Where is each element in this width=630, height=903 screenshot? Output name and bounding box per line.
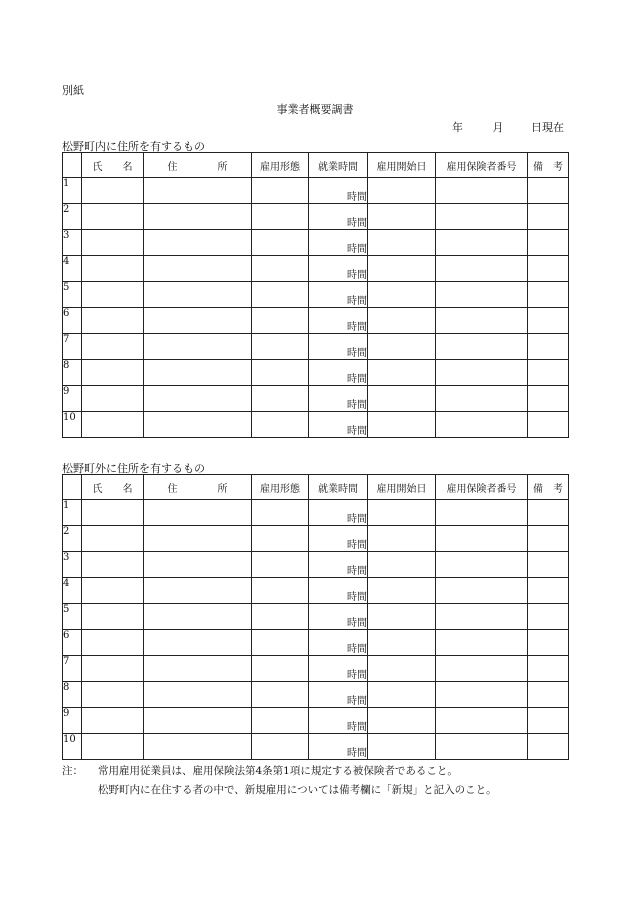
header-remarks: 備 考 — [528, 153, 569, 178]
name-cell[interactable] — [82, 708, 144, 734]
start-date-cell[interactable] — [368, 204, 436, 230]
header-insured-number: 雇用保険者番号 — [436, 475, 528, 500]
employment-type-cell[interactable] — [252, 230, 309, 256]
name-cell[interactable] — [82, 256, 144, 282]
address-cell[interactable] — [144, 256, 252, 282]
insured-number-cell[interactable] — [436, 256, 528, 282]
attachment-label: 別紙 — [62, 84, 84, 97]
work-hours-cell: 時間 — [309, 552, 368, 578]
address-cell[interactable] — [144, 282, 252, 308]
table-row — [63, 604, 569, 630]
employment-type-cell[interactable] — [252, 708, 309, 734]
name-cell[interactable] — [82, 630, 144, 656]
employment-type-cell[interactable] — [252, 552, 309, 578]
employment-type-cell[interactable] — [252, 204, 309, 230]
name-cell[interactable] — [82, 578, 144, 604]
work-hours-cell: 時間 — [309, 386, 368, 412]
table-header-row — [63, 475, 569, 500]
header-employment-type: 雇用形態 — [252, 475, 309, 500]
start-date-cell[interactable] — [368, 526, 436, 552]
row-number: 9 — [63, 708, 82, 734]
table-row — [63, 708, 569, 734]
table-row — [63, 360, 569, 386]
address-cell[interactable] — [144, 734, 252, 760]
row-number: 8 — [63, 682, 82, 708]
employment-type-cell[interactable] — [252, 334, 309, 360]
work-hours-cell: 時間 — [309, 308, 368, 334]
insured-number-cell[interactable] — [436, 386, 528, 412]
remarks-cell[interactable] — [528, 526, 569, 552]
remarks-cell[interactable] — [528, 386, 569, 412]
address-cell[interactable] — [144, 708, 252, 734]
employment-type-cell[interactable] — [252, 578, 309, 604]
name-cell[interactable] — [82, 204, 144, 230]
row-number: 10 — [63, 734, 82, 760]
employee-table-outside-town — [62, 474, 569, 760]
employment-type-cell[interactable] — [252, 526, 309, 552]
note-line-1: 常用雇用従業員は、雇用保険法第4条第1項に規定する被保険者であること。 — [98, 765, 458, 777]
note-line-2: 松野町内に在住する者の中で、新規雇用については備考欄に「新規」と記入のこと。 — [98, 784, 497, 796]
start-date-cell[interactable] — [368, 360, 436, 386]
address-cell[interactable] — [144, 500, 252, 526]
employment-type-cell[interactable] — [252, 734, 309, 760]
header-work-hours: 就業時間 — [309, 153, 368, 178]
insured-number-cell[interactable] — [436, 334, 528, 360]
row-number: 7 — [63, 656, 82, 682]
table-row — [63, 386, 569, 412]
work-hours-cell: 時間 — [309, 282, 368, 308]
insured-number-cell[interactable] — [436, 708, 528, 734]
section-label-outside-town: 松野町外に住所を有するもの — [62, 462, 205, 475]
start-date-cell[interactable] — [368, 282, 436, 308]
address-cell[interactable] — [144, 578, 252, 604]
insured-number-cell[interactable] — [436, 578, 528, 604]
row-number: 10 — [63, 412, 82, 438]
table-row — [63, 552, 569, 578]
insured-number-cell[interactable] — [436, 526, 528, 552]
table-row — [63, 682, 569, 708]
table-row — [63, 630, 569, 656]
name-cell[interactable] — [82, 526, 144, 552]
header-address: 住 所 — [144, 153, 252, 178]
employment-type-cell[interactable] — [252, 282, 309, 308]
row-number: 3 — [63, 552, 82, 578]
name-cell[interactable] — [82, 282, 144, 308]
work-hours-cell: 時間 — [309, 500, 368, 526]
address-cell[interactable] — [144, 360, 252, 386]
header-insured-number: 雇用保険者番号 — [436, 153, 528, 178]
name-cell[interactable] — [82, 360, 144, 386]
table-header-row — [63, 153, 569, 178]
employment-type-cell[interactable] — [252, 630, 309, 656]
work-hours-cell: 時間 — [309, 630, 368, 656]
work-hours-cell: 時間 — [309, 526, 368, 552]
name-cell[interactable] — [82, 656, 144, 682]
row-number: 7 — [63, 334, 82, 360]
work-hours-cell: 時間 — [309, 256, 368, 282]
row-number: 4 — [63, 256, 82, 282]
remarks-cell[interactable] — [528, 656, 569, 682]
row-number: 4 — [63, 578, 82, 604]
start-date-cell[interactable] — [368, 682, 436, 708]
notes-lead: 注： — [62, 765, 83, 777]
start-date-cell[interactable] — [368, 178, 436, 204]
table-row — [63, 178, 569, 204]
work-hours-cell: 時間 — [309, 578, 368, 604]
table-row — [63, 734, 569, 760]
address-cell[interactable] — [144, 178, 252, 204]
start-date-cell[interactable] — [368, 230, 436, 256]
header-remarks: 備 考 — [528, 475, 569, 500]
table-row — [63, 656, 569, 682]
start-date-cell[interactable] — [368, 334, 436, 360]
insured-number-cell[interactable] — [436, 656, 528, 682]
row-number: 6 — [63, 630, 82, 656]
row-number: 5 — [63, 604, 82, 630]
header-name: 氏 名 — [82, 153, 144, 178]
employment-type-cell[interactable] — [252, 500, 309, 526]
table-row — [63, 204, 569, 230]
remarks-cell[interactable] — [528, 282, 569, 308]
name-cell[interactable] — [82, 386, 144, 412]
remarks-cell[interactable] — [528, 682, 569, 708]
name-cell[interactable] — [82, 412, 144, 438]
header-start-date: 雇用開始日 — [368, 153, 436, 178]
row-number: 6 — [63, 308, 82, 334]
remarks-cell[interactable] — [528, 578, 569, 604]
row-number: 8 — [63, 360, 82, 386]
insured-number-cell[interactable] — [436, 178, 528, 204]
remarks-cell[interactable] — [528, 308, 569, 334]
start-date-cell[interactable] — [368, 578, 436, 604]
start-date-cell[interactable] — [368, 500, 436, 526]
name-cell[interactable] — [82, 552, 144, 578]
name-cell[interactable] — [82, 682, 144, 708]
address-cell[interactable] — [144, 386, 252, 412]
header-number — [63, 153, 82, 178]
start-date-cell[interactable] — [368, 630, 436, 656]
address-cell[interactable] — [144, 204, 252, 230]
address-cell[interactable] — [144, 630, 252, 656]
table-row — [63, 256, 569, 282]
start-date-cell[interactable] — [368, 656, 436, 682]
date-line — [438, 119, 564, 135]
work-hours-cell: 時間 — [309, 604, 368, 630]
insured-number-cell[interactable] — [436, 630, 528, 656]
name-cell[interactable] — [82, 500, 144, 526]
address-cell[interactable] — [144, 526, 252, 552]
work-hours-cell: 時間 — [309, 734, 368, 760]
start-date-cell[interactable] — [368, 386, 436, 412]
row-number: 1 — [63, 178, 82, 204]
name-cell[interactable] — [82, 308, 144, 334]
insured-number-cell[interactable] — [436, 604, 528, 630]
row-number: 9 — [63, 386, 82, 412]
date-year-label: 年 — [452, 121, 463, 134]
work-hours-cell: 時間 — [309, 682, 368, 708]
name-cell[interactable] — [82, 230, 144, 256]
employment-type-cell[interactable] — [252, 256, 309, 282]
address-cell[interactable] — [144, 682, 252, 708]
address-cell[interactable] — [144, 334, 252, 360]
work-hours-cell: 時間 — [309, 334, 368, 360]
row-number: 2 — [63, 204, 82, 230]
remarks-cell[interactable] — [528, 630, 569, 656]
remarks-cell[interactable] — [528, 604, 569, 630]
insured-number-cell[interactable] — [436, 308, 528, 334]
address-cell[interactable] — [144, 308, 252, 334]
employment-type-cell[interactable] — [252, 604, 309, 630]
remarks-cell[interactable] — [528, 230, 569, 256]
work-hours-cell: 時間 — [309, 708, 368, 734]
remarks-cell[interactable] — [528, 708, 569, 734]
start-date-cell[interactable] — [368, 708, 436, 734]
notes — [62, 762, 497, 800]
work-hours-cell: 時間 — [309, 656, 368, 682]
header-number — [63, 475, 82, 500]
employment-type-cell[interactable] — [252, 308, 309, 334]
insured-number-cell[interactable] — [436, 500, 528, 526]
start-date-cell[interactable] — [368, 412, 436, 438]
name-cell[interactable] — [82, 178, 144, 204]
insured-number-cell[interactable] — [436, 412, 528, 438]
insured-number-cell[interactable] — [436, 552, 528, 578]
employment-type-cell[interactable] — [252, 360, 309, 386]
employment-type-cell[interactable] — [252, 682, 309, 708]
insured-number-cell[interactable] — [436, 204, 528, 230]
table-row — [63, 526, 569, 552]
remarks-cell[interactable] — [528, 178, 569, 204]
row-number: 2 — [63, 526, 82, 552]
address-cell[interactable] — [144, 656, 252, 682]
table-row — [63, 230, 569, 256]
table-row — [63, 412, 569, 438]
work-hours-cell: 時間 — [309, 412, 368, 438]
remarks-cell[interactable] — [528, 334, 569, 360]
row-number: 1 — [63, 500, 82, 526]
remarks-cell[interactable] — [528, 256, 569, 282]
address-cell[interactable] — [144, 412, 252, 438]
employment-type-cell[interactable] — [252, 412, 309, 438]
table-body — [63, 500, 569, 760]
table-row — [63, 334, 569, 360]
table-row — [63, 282, 569, 308]
remarks-cell[interactable] — [528, 734, 569, 760]
date-day-label: 日現在 — [531, 121, 564, 134]
work-hours-cell: 時間 — [309, 360, 368, 386]
employment-type-cell[interactable] — [252, 178, 309, 204]
section-label-inside-town: 松野町内に住所を有するもの — [62, 140, 205, 153]
start-date-cell[interactable] — [368, 552, 436, 578]
start-date-cell[interactable] — [368, 734, 436, 760]
work-hours-cell: 時間 — [309, 230, 368, 256]
header-work-hours: 就業時間 — [309, 475, 368, 500]
table-body — [63, 178, 569, 438]
date-month-label: 月 — [492, 121, 504, 134]
table-row — [63, 578, 569, 604]
address-cell[interactable] — [144, 230, 252, 256]
start-date-cell[interactable] — [368, 256, 436, 282]
insured-number-cell[interactable] — [436, 282, 528, 308]
work-hours-cell: 時間 — [309, 204, 368, 230]
remarks-cell[interactable] — [528, 500, 569, 526]
insured-number-cell[interactable] — [436, 360, 528, 386]
name-cell[interactable] — [82, 334, 144, 360]
address-cell[interactable] — [144, 604, 252, 630]
insured-number-cell[interactable] — [436, 230, 528, 256]
employee-table-inside-town — [62, 152, 569, 438]
header-start-date: 雇用開始日 — [368, 475, 436, 500]
start-date-cell[interactable] — [368, 604, 436, 630]
remarks-cell[interactable] — [528, 412, 569, 438]
address-cell[interactable] — [144, 552, 252, 578]
remarks-cell[interactable] — [528, 204, 569, 230]
document-title: 事業者概要調書 — [276, 103, 354, 116]
name-cell[interactable] — [82, 604, 144, 630]
header-employment-type: 雇用形態 — [252, 153, 309, 178]
name-cell[interactable] — [82, 734, 144, 760]
insured-number-cell[interactable] — [436, 682, 528, 708]
table-row — [63, 500, 569, 526]
header-name: 氏 名 — [82, 475, 144, 500]
insured-number-cell[interactable] — [436, 734, 528, 760]
row-number: 3 — [63, 230, 82, 256]
work-hours-cell: 時間 — [309, 178, 368, 204]
start-date-cell[interactable] — [368, 308, 436, 334]
row-number: 5 — [63, 282, 82, 308]
remarks-cell[interactable] — [528, 552, 569, 578]
employment-type-cell[interactable] — [252, 656, 309, 682]
header-address: 住 所 — [144, 475, 252, 500]
table-row — [63, 308, 569, 334]
employment-type-cell[interactable] — [252, 386, 309, 412]
remarks-cell[interactable] — [528, 360, 569, 386]
